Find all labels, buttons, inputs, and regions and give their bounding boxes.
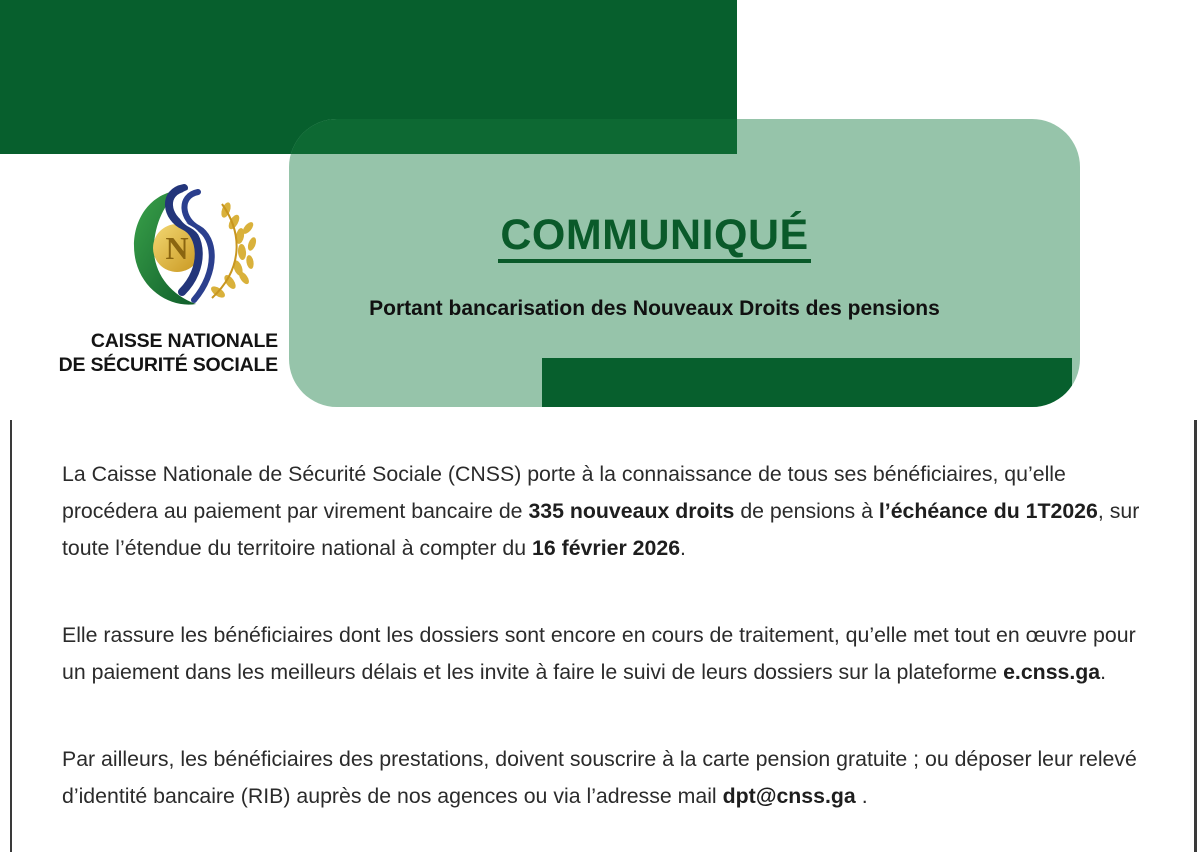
cnss-logo <box>122 182 262 314</box>
p1-text-3: , sur toute l’étendue du territoire national à compter du <box>62 499 1140 560</box>
page-subtitle: Portant bancarisation des Nouveaux Droits des pensions <box>369 297 940 320</box>
banner-bottom-bar <box>542 358 1072 407</box>
frame-right-border <box>1194 420 1197 852</box>
wheat-icon <box>209 201 258 300</box>
communique-body <box>62 456 1142 865</box>
banner-overlap-shade <box>289 119 737 154</box>
email-link[interactable]: dpt@cnss.ga <box>722 784 856 808</box>
paragraph-2 <box>62 617 1142 691</box>
title-text: COMMUNIQUÉ <box>498 211 810 263</box>
paragraph-3 <box>62 741 1142 815</box>
org-name-line2: DE SÉCURITÉ SOCIALE <box>58 354 278 376</box>
org-name <box>30 329 278 377</box>
communique-banner <box>289 119 1080 407</box>
frame-left-border <box>10 420 12 852</box>
p2-text-2: . <box>1100 660 1107 684</box>
p1-text-2: de pensions à <box>734 499 879 523</box>
p2-text-1: Elle rassure les bénéficiaires dont les dossiers sont encore en cours de traitement, qu’elle met tout en œuvre pour un paiement dans les meilleurs délais et les invite à faire le suivi de leurs dossiers sur la plateforme <box>62 623 1136 684</box>
p1-bold-deadline: l’échéance du 1T2026 <box>878 499 1098 523</box>
p1-bold-count: 335 nouveaux droits <box>528 499 735 523</box>
org-name-line1: CAISSE NATIONALE <box>90 330 278 352</box>
p3-text-2: . <box>855 784 868 808</box>
paragraph-1 <box>62 456 1142 567</box>
p3-text-1: Par ailleurs, les bénéficiaires des prestations, doivent souscrire à la carte pension gratuite ; ou déposer leur relevé d’identité bancaire (RIB) auprès de nos agences ou via l’adresse mail <box>62 747 1137 808</box>
logo-letter: N <box>165 230 189 266</box>
platform-link[interactable]: e.cnss.ga <box>1003 660 1101 684</box>
p1-text-4: . <box>680 536 686 560</box>
p1-bold-date: 16 février 2026 <box>532 536 681 560</box>
page-title <box>289 211 1020 260</box>
p1-text-1: La Caisse Nationale de Sécurité Sociale (CNSS) porte à la connaissance de tous ses bénéficiaires, qu’elle procédera au paiement par virement bancaire de <box>62 462 1066 523</box>
